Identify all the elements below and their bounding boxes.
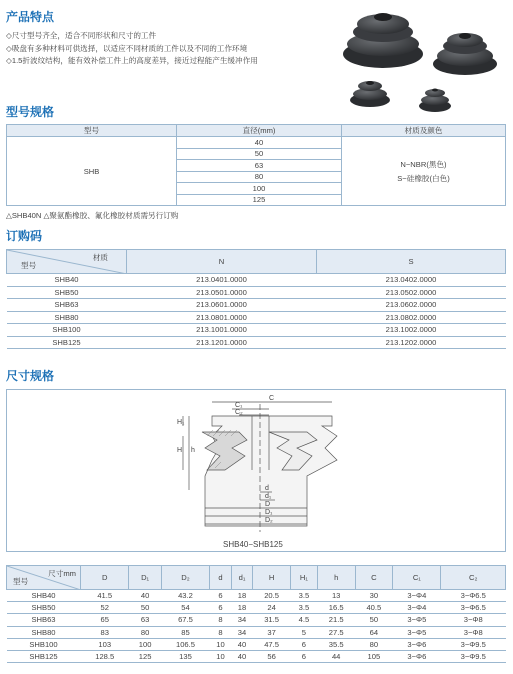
dims-value: 80: [355, 638, 393, 650]
dims-value: 31.5: [253, 614, 291, 626]
label-h1: H₁: [177, 419, 185, 426]
dims-value: 13: [317, 590, 355, 602]
order-model: SHB63: [7, 299, 127, 312]
diameter-cell: 125: [177, 194, 342, 206]
dims-table: [6, 565, 506, 663]
dims-header: C: [355, 566, 393, 590]
dims-value: 6: [210, 602, 232, 614]
table-row: [7, 336, 506, 349]
table-row: [7, 311, 506, 324]
dims-header: h: [317, 566, 355, 590]
dims-value: 34: [231, 614, 253, 626]
order-model: SHB100: [7, 324, 127, 337]
order-title: 订购码: [6, 229, 43, 243]
dims-value: 24: [253, 602, 291, 614]
model-table: [6, 124, 506, 206]
dims-value: 52: [81, 602, 129, 614]
order-code-n: 213.0501.0000: [127, 286, 317, 299]
dimension-drawing: [6, 389, 506, 552]
dims-header: d: [210, 566, 232, 590]
dims-value: 67.5: [161, 614, 209, 626]
dims-value: 85: [161, 626, 209, 638]
table-row: [7, 299, 506, 312]
label-h-small: h: [191, 447, 195, 454]
material-s: S−硅橡胶(白色): [397, 173, 450, 183]
diameter-cell: 100: [177, 183, 342, 195]
dims-value: 21.5: [317, 614, 355, 626]
order-code-s: 213.1202.0000: [317, 336, 506, 349]
label-d: d: [265, 485, 269, 492]
dims-value: 3.5: [290, 590, 317, 602]
dims-model: SHB125: [7, 650, 81, 662]
label-D1: D₁: [265, 509, 273, 516]
dims-value: 56: [253, 650, 291, 662]
order-code-s: 213.0802.0000: [317, 311, 506, 324]
label-D2: D₂: [265, 517, 273, 524]
dims-value: 27.5: [317, 626, 355, 638]
order-code-n: 213.0401.0000: [127, 274, 317, 287]
order-code-n: 213.1001.0000: [127, 324, 317, 337]
dims-value: 105: [355, 650, 393, 662]
dims-value: 80: [129, 626, 161, 638]
cup-small-left: [350, 81, 390, 107]
label-c2: C₂: [235, 409, 243, 416]
order-code-n: 213.1201.0000: [127, 336, 317, 349]
dims-value: 40: [129, 590, 161, 602]
features-list: [6, 30, 258, 68]
feature-item: ◇尺寸型号齐全，适合不同形状和尺寸的工件: [6, 31, 157, 40]
dims-value: 35.5: [317, 638, 355, 650]
dims-body: [7, 590, 506, 663]
feature-item: ◇吸盘有多种材料可供选择，以适应不同材质的工件以及不同的工作环境: [6, 43, 248, 53]
dims-value: 50: [129, 602, 161, 614]
order-table: [6, 249, 506, 349]
col-s-header: S: [317, 250, 506, 274]
dims-value: 40: [231, 638, 253, 650]
corner-bottom-label: 型号: [13, 577, 29, 586]
table-row: [7, 602, 506, 614]
table-row: [7, 650, 506, 662]
dims-value: 30: [355, 590, 393, 602]
dims-model: SHB63: [7, 614, 81, 626]
dims-value: 64: [355, 626, 393, 638]
dims-header: D₁: [129, 566, 161, 590]
diameter-cell: 40: [177, 137, 342, 149]
dims-model: SHB100: [7, 638, 81, 650]
dims-value: 10: [210, 650, 232, 662]
dims-model: SHB50: [7, 602, 81, 614]
table-row: [7, 590, 506, 602]
dims-value: 3.5: [290, 602, 317, 614]
dims-value: 18: [231, 602, 253, 614]
label-c1: C₁: [235, 402, 243, 409]
dims-value: 3−Φ5: [393, 626, 441, 638]
order-code-s: 213.0402.0000: [317, 274, 506, 287]
dims-value: 40.5: [355, 602, 393, 614]
model-header: 型号: [7, 125, 177, 137]
dims-value: 103: [81, 638, 129, 650]
technical-drawing: [7, 390, 507, 553]
dims-value: 8: [210, 614, 232, 626]
order-model: SHB80: [7, 311, 127, 324]
table-row: [7, 324, 506, 337]
dims-value: 128.5: [81, 650, 129, 662]
dims-value: 3−Φ4: [393, 602, 441, 614]
order-model: SHB40: [7, 274, 127, 287]
table-row: [7, 638, 506, 650]
dims-value: 47.5: [253, 638, 291, 650]
order-code-s: 213.0602.0000: [317, 299, 506, 312]
dims-corner-header: [7, 566, 81, 590]
dims-value: 100: [129, 638, 161, 650]
product-photo: [325, 2, 513, 114]
table-row: [7, 626, 506, 638]
col-n-header: N: [127, 250, 317, 274]
dims-value: 3−Φ9.5: [441, 650, 506, 662]
dims-value: 3−Φ6.5: [441, 602, 506, 614]
dims-value: 3−Φ6: [393, 650, 441, 662]
material-cell: [342, 137, 506, 206]
material-header: 材质及颜色: [342, 125, 506, 137]
dims-value: 106.5: [161, 638, 209, 650]
diameter-cell: 50: [177, 148, 342, 160]
dims-value: 3−Φ8: [441, 626, 506, 638]
dims-header: d₁: [231, 566, 253, 590]
models-title: 型号规格: [6, 105, 55, 119]
dims-value: 3−Φ6.5: [441, 590, 506, 602]
dims-value: 8: [210, 626, 232, 638]
dims-value: 83: [81, 626, 129, 638]
diameter-cell: 80: [177, 171, 342, 183]
order-model: SHB50: [7, 286, 127, 299]
order-code-n: 213.0801.0000: [127, 311, 317, 324]
cup-medium: [433, 33, 497, 75]
dims-value: 6: [290, 638, 317, 650]
order-code-s: 213.1002.0000: [317, 324, 506, 337]
dims-value: 43.2: [161, 590, 209, 602]
corner-bottom-label: 型号: [21, 261, 37, 270]
feature-item: ◇1.5折波纹结构，能有效补偿工件上的高度差异，接近过程能产生缓冲作用: [6, 56, 258, 65]
dims-value: 44: [317, 650, 355, 662]
dims-value: 41.5: [81, 590, 129, 602]
dims-header: H: [253, 566, 291, 590]
dims-header: D: [81, 566, 129, 590]
table-row: [7, 286, 506, 299]
dims-header: H₁: [290, 566, 317, 590]
material-n: N−NBR(黑色): [400, 159, 447, 169]
dims-value: 135: [161, 650, 209, 662]
dims-value: 6: [210, 590, 232, 602]
diameter-header: 直径(mm): [177, 125, 342, 137]
corner-top-label: 尺寸mm: [48, 569, 76, 578]
dims-header: C₂: [441, 566, 506, 590]
dims-value: 3−Φ4: [393, 590, 441, 602]
dims-value: 10: [210, 638, 232, 650]
label-d1: d₁: [265, 493, 272, 500]
dims-value: 6: [290, 650, 317, 662]
dims-value: 18: [231, 590, 253, 602]
dims-value: 63: [129, 614, 161, 626]
material-note: △SHB40N △聚氨酯橡胶、氟化橡胶材质需另行订购: [6, 211, 179, 220]
order-corner-header: [7, 250, 127, 274]
dims-value: 50: [355, 614, 393, 626]
order-model: SHB125: [7, 336, 127, 349]
drawing-caption: SHB40−SHB125: [223, 540, 283, 549]
cup-large: [343, 13, 423, 68]
dims-value: 4.5: [290, 614, 317, 626]
order-code-n: 213.0601.0000: [127, 299, 317, 312]
dims-value: 3−Φ5: [393, 614, 441, 626]
label-D: D: [265, 501, 271, 508]
dims-value: 37: [253, 626, 291, 638]
dims-header: C₁: [393, 566, 441, 590]
dims-value: 40: [231, 650, 253, 662]
dims-value: 16.5: [317, 602, 355, 614]
dims-model: SHB40: [7, 590, 81, 602]
table-row: [7, 274, 506, 287]
order-code-s: 213.0502.0000: [317, 286, 506, 299]
dims-value: 125: [129, 650, 161, 662]
label-c: C: [269, 395, 275, 402]
dims-value: 65: [81, 614, 129, 626]
label-h: H: [177, 447, 183, 454]
diameter-cell: 63: [177, 160, 342, 172]
table-row: [7, 614, 506, 626]
dims-value: 3−Φ9.5: [441, 638, 506, 650]
features-title: 产品特点: [6, 10, 55, 24]
dims-header: D₂: [161, 566, 209, 590]
dims-value: 5: [290, 626, 317, 638]
model-cell: SHB: [7, 137, 177, 206]
dims-model: SHB80: [7, 626, 81, 638]
cup-small-right: [419, 89, 451, 113]
dims-title: 尺寸规格: [6, 369, 55, 383]
corner-top-label: 材质: [92, 253, 108, 262]
dims-value: 3−Φ6: [393, 638, 441, 650]
dims-value: 54: [161, 602, 209, 614]
dims-value: 20.5: [253, 590, 291, 602]
dims-value: 34: [231, 626, 253, 638]
dims-value: 3−Φ8: [441, 614, 506, 626]
